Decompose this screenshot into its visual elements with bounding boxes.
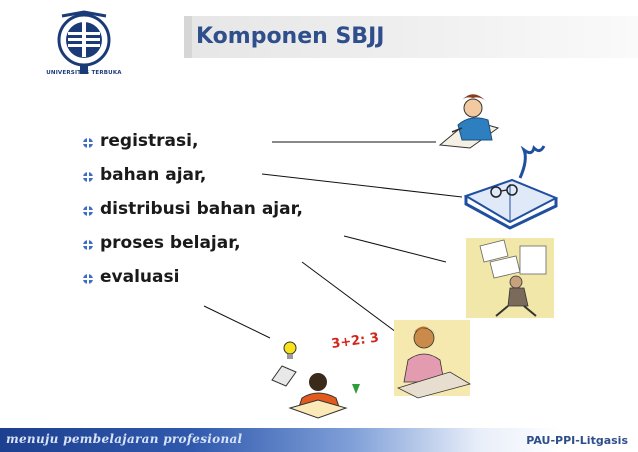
student-writing-illustration	[440, 94, 498, 148]
connector-line	[204, 306, 270, 338]
formula-text: 3+2: 3	[330, 330, 380, 352]
footer-credit: PAU-PPI-Litgasis	[526, 434, 628, 447]
paper-carrier-illustration	[466, 238, 554, 318]
connector-line	[262, 174, 462, 197]
connector-line	[302, 262, 396, 332]
list-item-label: proses belajar,	[100, 233, 241, 253]
connector-line	[344, 236, 446, 262]
book-illustration	[466, 146, 556, 228]
list-item-label: bahan ajar,	[100, 165, 207, 185]
footer-tagline: menuju pembelajaran profesional	[6, 432, 243, 446]
list-item-label: evaluasi	[100, 267, 180, 287]
teacher-illustration	[394, 320, 470, 398]
list-item-label: registrasi,	[100, 131, 199, 151]
logo-text: UNIVERSITAS TERBUKA	[46, 70, 122, 76]
list-item-label: distribusi bahan ajar,	[100, 199, 303, 219]
study-evaluation-illustration	[272, 330, 380, 418]
page-title: Komponen SBJJ	[196, 24, 385, 49]
